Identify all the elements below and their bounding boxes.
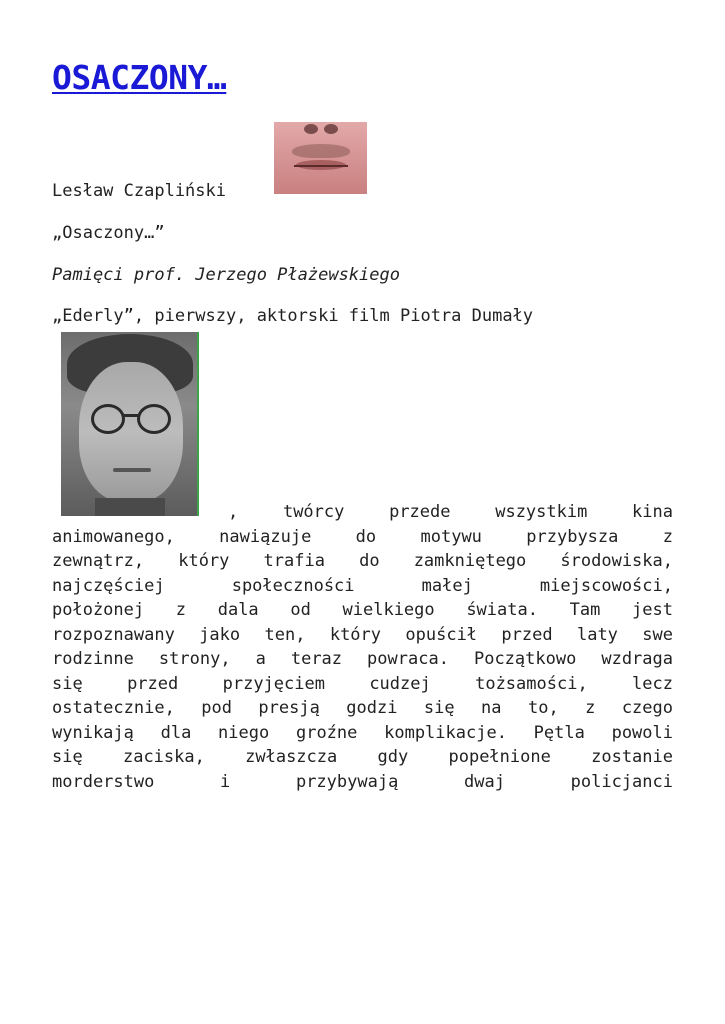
body-line: położonej z dala od wielkiego świata. Tam jest bbox=[52, 600, 673, 620]
article-subtitle: „Osaczony…” bbox=[52, 223, 165, 243]
body-line: ostatecznie, pod presją godzi się na to, z czego bbox=[52, 698, 673, 718]
photo-detail bbox=[113, 468, 151, 472]
photo-detail bbox=[91, 404, 125, 434]
photo-detail bbox=[304, 124, 318, 134]
body-line: się przed przyjęciem cudzej tożsamości, lecz bbox=[52, 673, 673, 694]
body-line: morderstwo i przybywają dwaj policjanci bbox=[52, 771, 673, 792]
photo-detail bbox=[137, 404, 171, 434]
photo-detail bbox=[294, 165, 348, 167]
author-photo bbox=[274, 122, 367, 194]
intro-line: „Ederly”, pierwszy, aktorski film Piotra Dumały bbox=[52, 306, 534, 326]
body-line: animowanego, nawiązuje do motywu przybysza z bbox=[52, 526, 673, 547]
article-title-link[interactable]: OSACZONY… bbox=[52, 58, 227, 97]
body-line: rozpoznawany jako ten, który opuścił przed laty swe bbox=[52, 624, 673, 645]
photo-detail bbox=[124, 414, 138, 417]
body-line: się zaciska, zwłaszcza gdy popełnione zostanie bbox=[52, 747, 673, 767]
photo-detail bbox=[292, 144, 350, 158]
article-body bbox=[52, 500, 673, 794]
photo-detail bbox=[197, 332, 199, 516]
dedication: Pamięci prof. Jerzego Płażewskiego bbox=[52, 265, 400, 285]
author-name: Lesław Czapliński bbox=[52, 181, 226, 201]
body-line: rodzinne strony, a teraz powraca. Początkowo wzdraga bbox=[52, 649, 673, 669]
body-line: , twórcy przede wszystkim kina bbox=[228, 502, 673, 522]
photo-detail bbox=[79, 362, 183, 502]
director-photo bbox=[61, 332, 199, 516]
body-line: zewnątrz, który trafia do zamkniętego środowiska, bbox=[52, 551, 673, 571]
photo-detail bbox=[324, 124, 338, 134]
body-line: wynikają dla niego groźne komplikacje. Pętla powoli bbox=[52, 722, 673, 743]
body-line: najczęściej społeczności małej miejscowości, bbox=[52, 575, 673, 596]
